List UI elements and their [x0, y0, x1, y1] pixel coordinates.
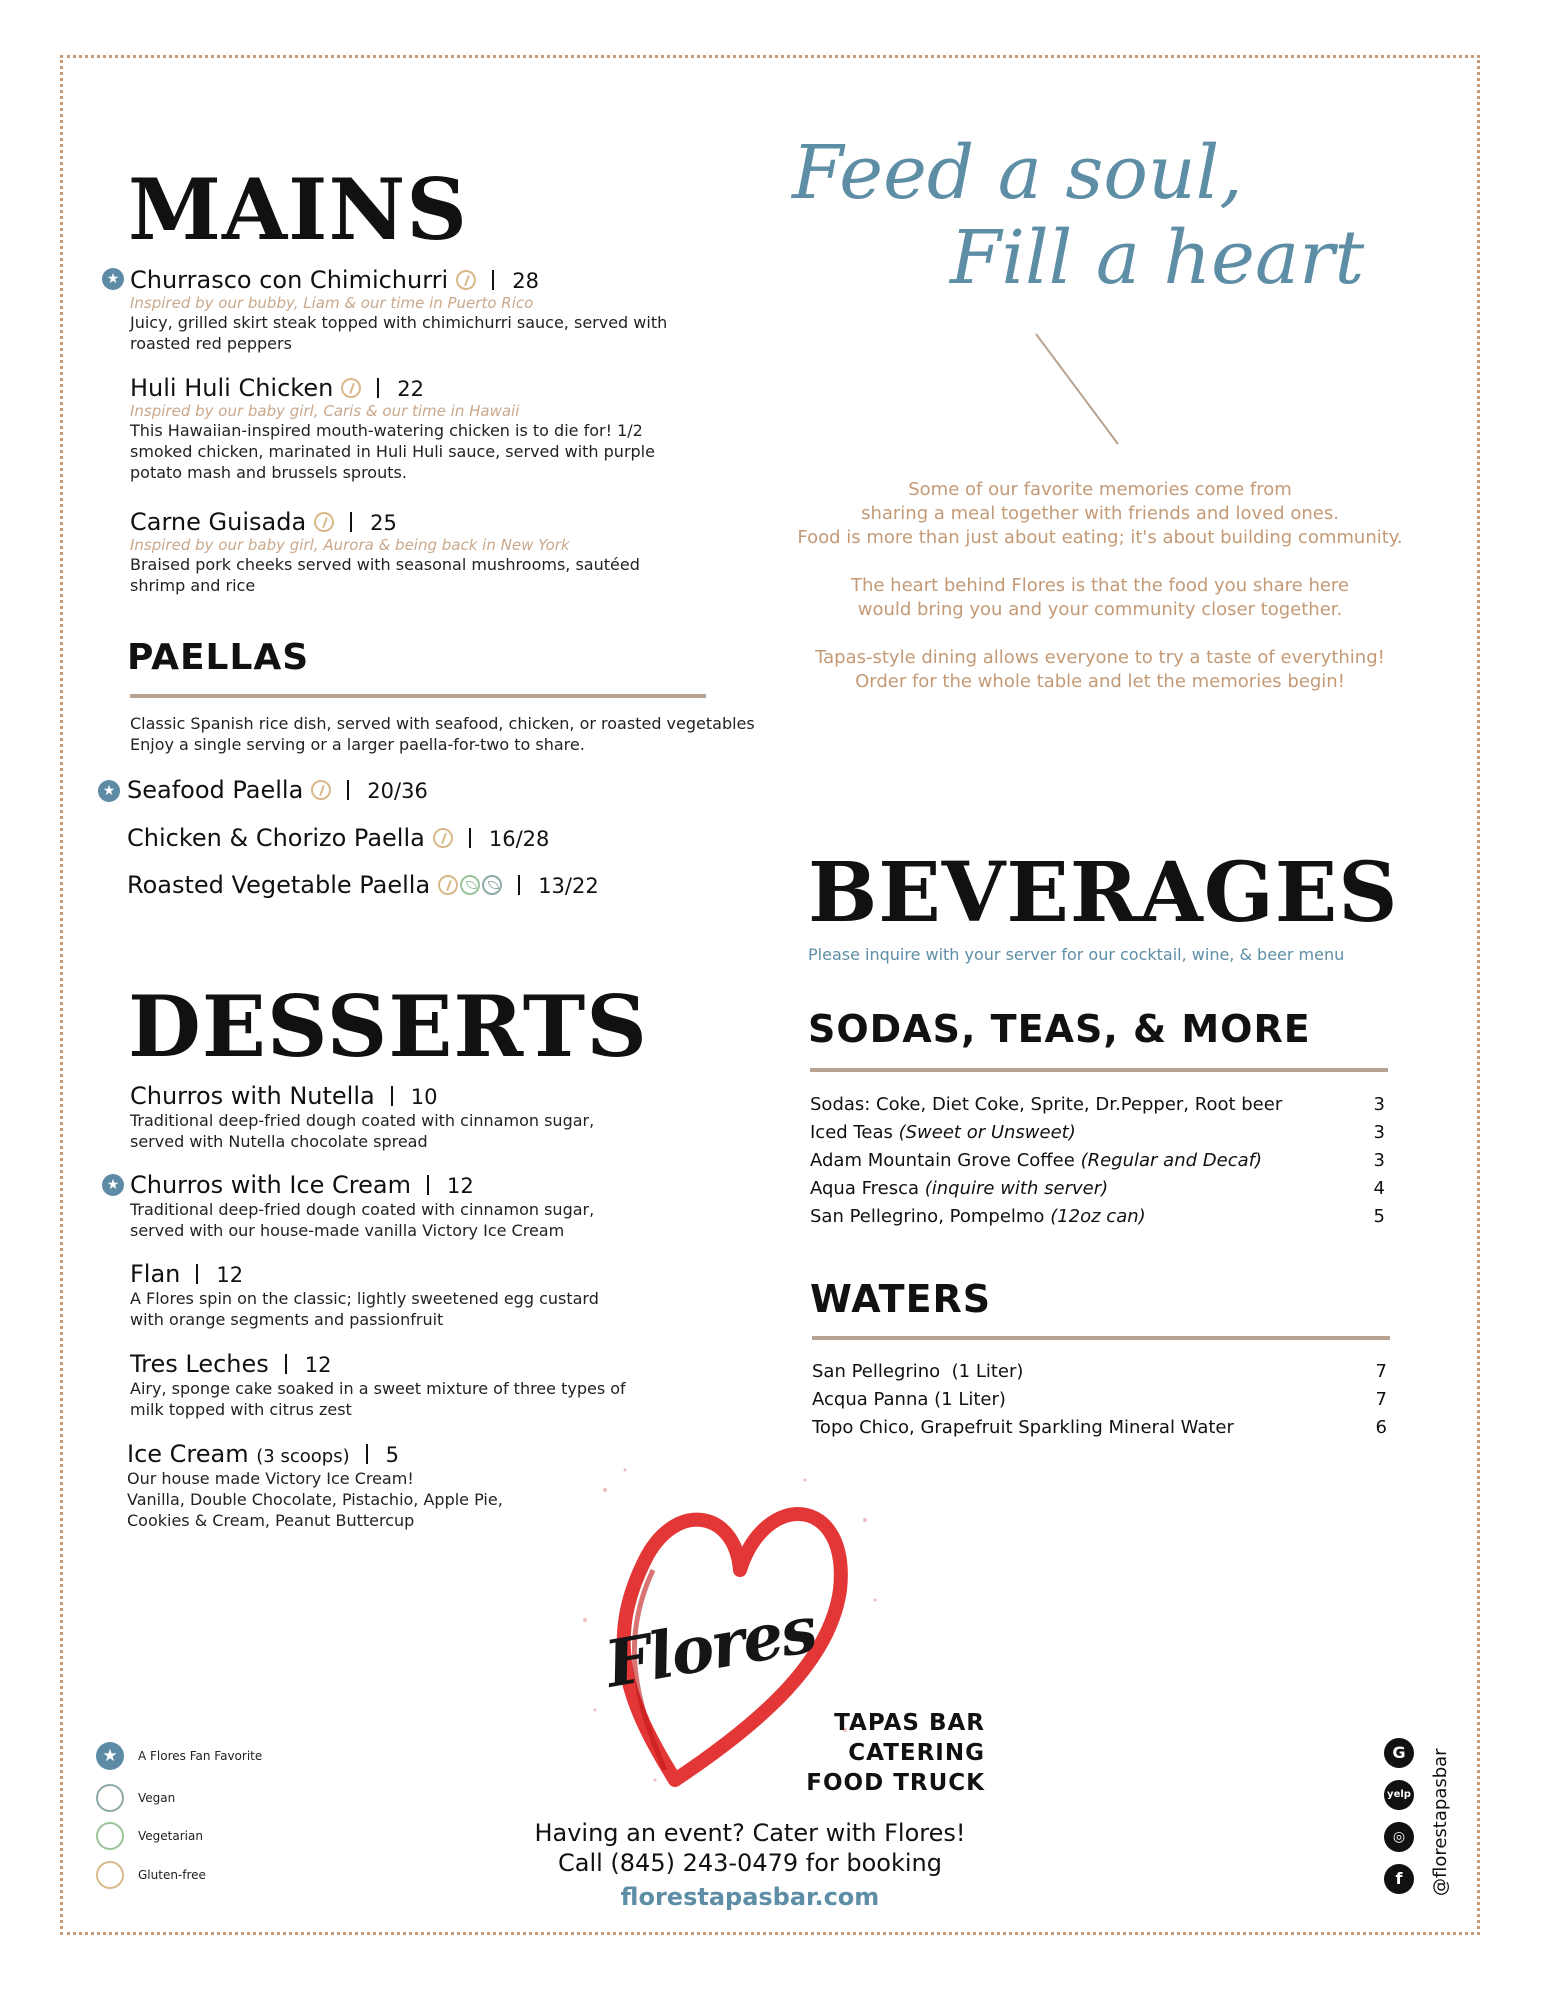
- memory-line: The heart behind Flores is that the food you share here: [850, 575, 1350, 596]
- gluten-free-icon: [314, 512, 334, 532]
- mains-item-huli-huli: [130, 374, 660, 483]
- item-name: Huli Huli Chicken: [130, 374, 334, 402]
- dessert-item-flan: [130, 1260, 630, 1330]
- item-price: 5: [385, 1443, 399, 1467]
- soda-row: [810, 1202, 1385, 1230]
- beverage-price: 7: [1375, 1388, 1387, 1410]
- beverage-price: 7: [1375, 1360, 1387, 1382]
- item-description: Braised pork cheeks served with seasonal mushrooms, sautéed shrimp and rice: [130, 555, 640, 595]
- desserts-heading: DESSERTS: [128, 977, 648, 1076]
- item-description: Juicy, grilled skirt steak topped with chimichurri sauce, served with roasted red peppers: [130, 313, 668, 353]
- mains-heading: MAINS: [128, 160, 468, 259]
- item-price: 25: [370, 511, 397, 535]
- beverages-heading: BEVERAGES: [808, 845, 1399, 941]
- item-name: Ice Cream: [127, 1440, 249, 1468]
- vegetarian-icon: [96, 1822, 124, 1850]
- beverages-note: Please inquire with your server for our cocktail, wine, & beer menu: [808, 945, 1345, 964]
- beverage-price: 3: [1373, 1121, 1385, 1143]
- memory-line: Tapas-style dining allows everyone to try a taste of everything!: [815, 647, 1385, 668]
- paellas-description-2: Enjoy a single serving or a larger paella-for-two to share.: [130, 735, 585, 754]
- water-row: [812, 1385, 1387, 1413]
- fan-favorite-star-icon: ★: [98, 780, 120, 802]
- item-price: 13/22: [538, 874, 599, 898]
- tagline-line-2: Fill a heart: [950, 215, 1365, 301]
- sodas-list: [810, 1090, 1385, 1230]
- waters-heading: WATERS: [810, 1277, 992, 1321]
- paella-item-seafood: [127, 776, 428, 804]
- beverage-price: 3: [1373, 1093, 1385, 1115]
- memories-paragraph-3: [760, 646, 1440, 694]
- beverage-price: 5: [1373, 1205, 1385, 1227]
- beverage-note: (Regular and Decaf): [1080, 1149, 1262, 1171]
- legend-vegetarian: [96, 1822, 203, 1850]
- soda-row: [810, 1146, 1385, 1174]
- beverage-price: 3: [1373, 1149, 1385, 1171]
- gluten-free-icon: [456, 270, 476, 290]
- waters-list: [812, 1357, 1387, 1441]
- item-name: Chicken & Chorizo Paella: [127, 824, 425, 852]
- waters-divider: [812, 1336, 1390, 1340]
- mains-item-carne-guisada: [130, 508, 670, 596]
- item-price: 12: [446, 1174, 474, 1198]
- sodas-heading: SODAS, TEAS, & MORE: [808, 1007, 1311, 1051]
- item-price: 22: [397, 377, 425, 401]
- google-icon[interactable]: G: [1384, 1738, 1414, 1768]
- item-name: Carne Guisada: [130, 508, 307, 536]
- dessert-item-ice-cream: [127, 1440, 503, 1531]
- item-name: Churros with Ice Cream: [130, 1171, 411, 1199]
- memories-paragraph-2: [760, 574, 1440, 622]
- legend-label: Vegetarian: [138, 1829, 203, 1843]
- decorative-slash-line: [1030, 330, 1130, 450]
- gluten-free-icon: [438, 875, 458, 895]
- dessert-item-churros-nutella: [130, 1082, 630, 1152]
- footer: [520, 1818, 980, 1912]
- item-description: Traditional deep-fried dough coated with cinnamon sugar, served with Nutella chocolate spread: [130, 1111, 595, 1151]
- water-row: [812, 1413, 1387, 1441]
- beverage-name: San Pellegrino (1 Liter): [812, 1360, 1024, 1382]
- item-price: 12: [304, 1353, 332, 1377]
- beverage-price: 4: [1373, 1177, 1385, 1199]
- beverage-name: San Pellegrino, Pompelmo: [810, 1205, 1045, 1227]
- mains-item-churrasco: [130, 266, 690, 354]
- beverage-name: Aqua Fresca: [810, 1177, 920, 1199]
- legend-fan-favorite: [96, 1742, 262, 1770]
- item-inspiration: Inspired by our bubby, Liam & our time in Puerto Rico: [130, 294, 534, 312]
- gluten-free-icon: [433, 828, 453, 848]
- item-price: 20/36: [367, 779, 428, 803]
- soda-row: [810, 1090, 1385, 1118]
- dessert-item-churros-ice-cream: [130, 1171, 630, 1241]
- beverage-name: Topo Chico, Grapefruit Sparkling Mineral Water: [812, 1416, 1234, 1438]
- item-name: Roasted Vegetable Paella: [127, 871, 431, 899]
- item-description-2: Vanilla, Double Chocolate, Pistachio, Apple Pie,: [127, 1490, 503, 1509]
- water-row: [812, 1357, 1387, 1385]
- paellas-heading: PAELLAS: [127, 637, 310, 678]
- gluten-free-icon: [341, 378, 361, 398]
- item-description: Traditional deep-fried dough coated with cinnamon sugar, served with our house-made vanilla Victory Ice Cream: [130, 1200, 595, 1240]
- sodas-divider: [810, 1068, 1388, 1072]
- beverage-note: (12oz can): [1050, 1205, 1146, 1227]
- paellas-description-1: Classic Spanish rice dish, served with seafood, chicken, or roasted vegetables: [130, 714, 755, 733]
- item-inspiration: Inspired by our baby girl, Aurora & being back in New York: [130, 536, 570, 554]
- memory-line: would bring you and your community closer together.: [857, 599, 1343, 620]
- footer-website-link[interactable]: florestapasbar.com: [620, 1883, 880, 1911]
- logo-services: [785, 1708, 985, 1798]
- tagline-line-1: Feed a soul,: [792, 130, 1243, 216]
- item-name: Flan: [130, 1260, 181, 1288]
- beverage-price: 6: [1375, 1416, 1387, 1438]
- beverage-note: (inquire with server): [924, 1177, 1109, 1199]
- beverage-name: Acqua Panna (1 Liter): [812, 1388, 1006, 1410]
- item-description-1: Our house made Victory Ice Cream!: [127, 1469, 414, 1488]
- legend-label: A Flores Fan Favorite: [138, 1749, 263, 1763]
- legend-gluten-free: [96, 1861, 206, 1889]
- paellas-divider: [130, 694, 706, 698]
- item-inspiration: Inspired by our baby girl, Caris & our time in Hawaii: [130, 402, 520, 420]
- logo-line-catering: CATERING: [848, 1740, 985, 1766]
- beverage-name: Sodas: Coke, Diet Coke, Sprite, Dr.Pepper, Root beer: [810, 1093, 1283, 1115]
- yelp-icon[interactable]: yelp: [1384, 1780, 1414, 1810]
- item-name: Churrasco con Chimichurri: [130, 266, 449, 294]
- gluten-free-icon: [311, 780, 331, 800]
- facebook-icon[interactable]: f: [1384, 1864, 1414, 1894]
- paella-item-roasted-vegetable: [127, 871, 599, 899]
- legend-label: Vegan: [138, 1791, 176, 1805]
- fan-favorite-star-icon: ★: [102, 268, 124, 290]
- logo-script-flores: Flores: [600, 1592, 821, 1703]
- vegan-icon: [96, 1784, 124, 1812]
- dessert-item-tres-leches: [130, 1350, 630, 1420]
- item-name: Churros with Nutella: [130, 1082, 375, 1110]
- item-note: (3 scoops): [256, 1446, 350, 1467]
- gluten-free-icon: [96, 1861, 124, 1889]
- item-price: 16/28: [488, 827, 550, 851]
- legend-vegan: [96, 1784, 175, 1812]
- item-description: Airy, sponge cake soaked in a sweet mixture of three types of milk topped with citrus zest: [130, 1379, 626, 1419]
- logo-line-tapas: TAPAS BAR: [834, 1710, 985, 1736]
- social-handle: @florestapasbar: [1430, 1748, 1451, 1896]
- beverage-name: Iced Teas: [810, 1121, 893, 1143]
- item-name: Seafood Paella: [127, 776, 304, 804]
- fan-favorite-star-icon: ★: [102, 1174, 124, 1196]
- memory-line: Some of our favorite memories come from: [908, 479, 1292, 500]
- item-price: 12: [216, 1263, 244, 1287]
- instagram-icon[interactable]: ◎: [1384, 1822, 1414, 1852]
- item-name: Tres Leches: [130, 1350, 269, 1378]
- memory-line: Order for the whole table and let the memories begin!: [855, 671, 1345, 692]
- vegan-icon: [482, 875, 502, 895]
- item-description: This Hawaiian-inspired mouth-watering chicken is to die for! 1/2 smoked chicken, marinated in Huli Huli sauce, served with purple potato mash and brussels sprouts.: [130, 421, 655, 482]
- item-description: A Flores spin on the classic; lightly sweetened egg custard with orange segments and passionfruit: [130, 1289, 599, 1329]
- vegetarian-icon: [460, 875, 480, 895]
- footer-phone-line[interactable]: Call (845) 243-0479 for booking: [557, 1849, 942, 1877]
- soda-row: [810, 1118, 1385, 1146]
- item-description-3: Cookies & Cream, Peanut Buttercup: [127, 1511, 415, 1530]
- footer-cater-line: Having an event? Cater with Flores!: [534, 1819, 966, 1847]
- logo-line-food-truck: FOOD TRUCK: [806, 1770, 985, 1796]
- memories-paragraph-1: [760, 478, 1440, 550]
- paella-item-chicken-chorizo: [127, 824, 549, 852]
- memory-line: Food is more than just about eating; it's about building community.: [797, 527, 1403, 548]
- star-icon: ★: [96, 1742, 124, 1770]
- soda-row: [810, 1174, 1385, 1202]
- item-price: 10: [410, 1085, 438, 1109]
- beverage-note: (Sweet or Unsweet): [898, 1121, 1076, 1143]
- memory-line: sharing a meal together with friends and loved ones.: [861, 503, 1339, 524]
- item-price: 28: [512, 269, 539, 293]
- beverage-name: Adam Mountain Grove Coffee: [810, 1149, 1075, 1171]
- legend-label: Gluten-free: [138, 1868, 206, 1882]
